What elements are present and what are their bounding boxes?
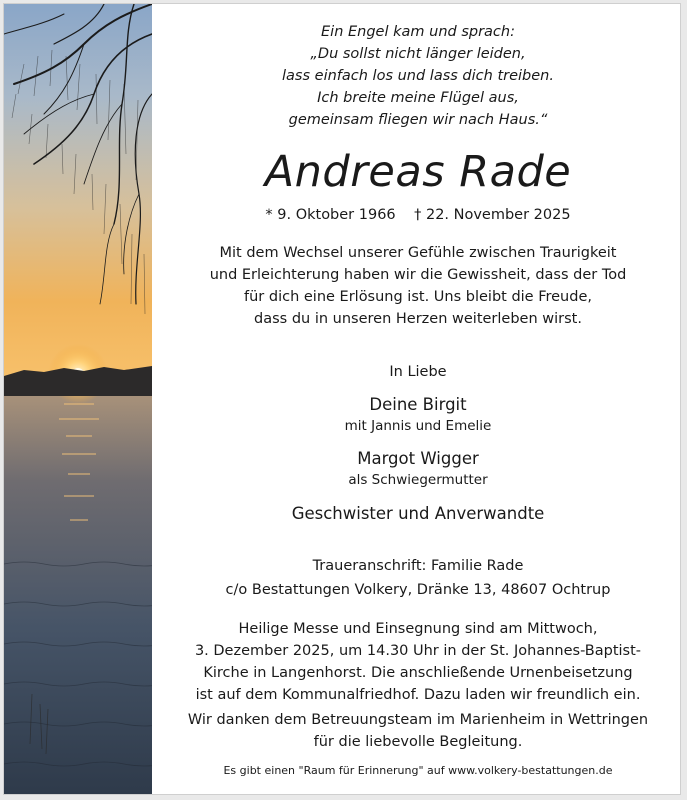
poem-line: Ich breite meine Flügel aus, (317, 90, 519, 106)
family-second: Margot Wigger (357, 449, 479, 468)
service-line: Heilige Messe und Einsegnung sind am Mittwoch, (238, 621, 598, 637)
message-line: dass du in unseren Herzen weiterleben wirst. (254, 311, 582, 327)
obituary-card (3, 3, 681, 795)
family-second-sub: als Schwiegermutter (348, 472, 488, 488)
address-line: c/o Bestattungen Volkery, Dränke 13, 48607 Ochtrup (225, 582, 611, 598)
birth-date: * 9. Oktober 1966 (265, 207, 396, 223)
thanks-line: für die liebevolle Begleitung. (313, 734, 523, 750)
deceased-name: Andreas Rade (264, 147, 572, 197)
family-primary: Deine Birgit (369, 395, 467, 414)
poem-line: lass einfach los und lass dich treiben. (282, 68, 554, 84)
death-date: † 22. November 2025 (414, 207, 571, 223)
life-dates (154, 207, 681, 223)
message-line: und Erleichterung haben wir die Gewissheit, dass der Tod (209, 267, 627, 283)
footer-note: Es gibt einen "Raum für Erinnerung" auf www.volkery-bestattungen.de (223, 764, 613, 777)
in-liebe: In Liebe (389, 364, 447, 380)
service-line: ist auf dem Kommunalfriedhof. Dazu laden wir freundlich ein. (195, 687, 641, 703)
sunset-lake-photo (4, 4, 152, 795)
poem-line: gemeinsam fliegen wir nach Haus.“ (288, 112, 548, 128)
service-line: 3. Dezember 2025, um 14.30 Uhr in der St. Johannes-Baptist- (194, 643, 642, 659)
message-line: Mit dem Wechsel unserer Gefühle zwischen Traurigkeit (219, 245, 617, 261)
message-line: für dich eine Erlösung ist. Uns bleibt die Freude, (244, 289, 592, 305)
poem-line: „Du sollst nicht länger leiden, (310, 46, 526, 62)
obituary-text (154, 4, 681, 795)
service-line: Kirche in Langenhorst. Die anschließende Urnenbeisetzung (203, 665, 633, 681)
poem-line: Ein Engel kam und sprach: (321, 24, 515, 40)
family-others: Geschwister und Anverwandte (291, 504, 545, 523)
family-primary-sub: mit Jannis und Emelie (344, 418, 492, 434)
thanks-line: Wir danken dem Betreuungsteam im Marienheim in Wettringen (187, 712, 649, 728)
address-line: Traueranschrift: Familie Rade (312, 558, 524, 574)
